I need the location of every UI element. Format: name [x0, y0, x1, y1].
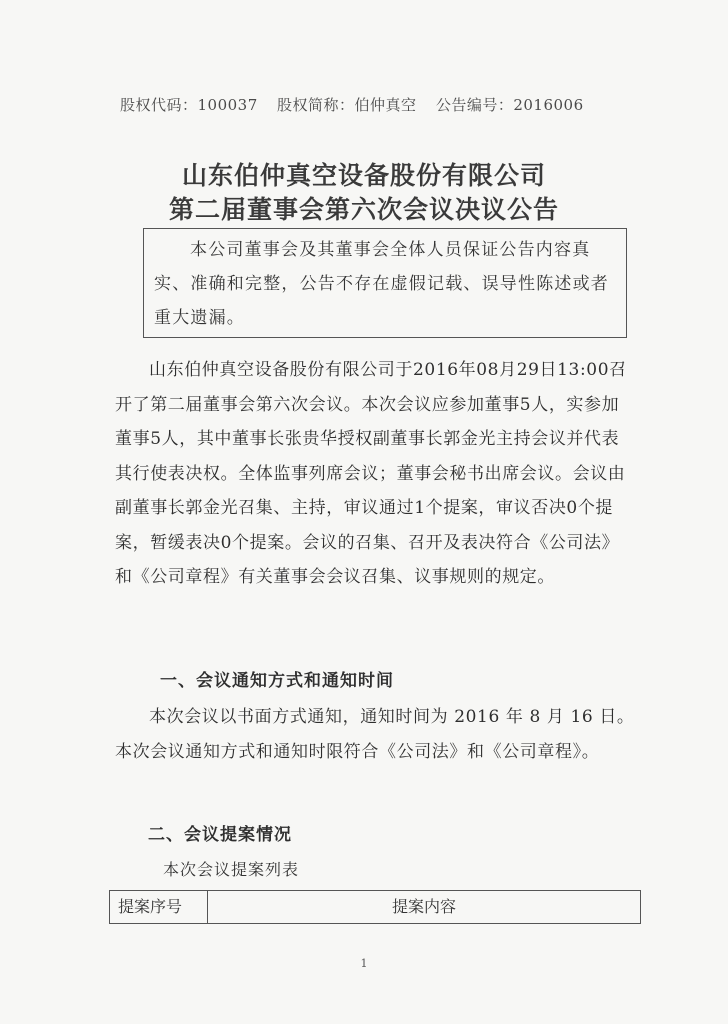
company-name-title: 山东伯仲真空设备股份有限公司 [181, 161, 546, 190]
guarantee-notice-text: 本公司董事会及其董事会全体人员保证公告内容真实、准确和完整，公告不存在虚假记载、误导性陈述或者重大遗漏。 [154, 240, 609, 328]
announcement-number: 公告编号：2016006 [435, 96, 584, 114]
page-number: 1 [360, 957, 368, 970]
section-1-heading: 一、会议通知方式和通知时间 [160, 671, 394, 691]
meeting-summary-paragraph: 山东伯仲真空设备股份有限公司于2016年08月29日13:00召开了第二届董事会第六次会议。本次会议应参加董事5人，实参加董事5人，其中董事长张贵华授权副董事长郭金光主持会议并代表其行使表决权。全体监事列席会议；董事会秘书出席会议。会议由副董事长郭金光召集、主持，审议通过1个提案，审议否决0个提案，暂缓表决0个提案。会议的召集、召开及表决符合《公司法》和《公司章程》有关董事会会议召集、议事规则的规定。 [115, 360, 627, 587]
proposal-number-header: 提案序号 [110, 891, 208, 923]
proposal-table-caption: 本次会议提案列表 [163, 860, 300, 879]
section-1-text: 本次会议以书面方式通知，通知时间为 2016 年 8 月 16 日。本次会议通知方式和通知时限符合《公司法》和《公司章程》。 [115, 707, 635, 762]
stock-code: 股权代码：100037 [120, 96, 258, 114]
proposal-table [109, 890, 641, 924]
proposal-content-header: 提案内容 [391, 897, 456, 916]
guarantee-notice-box [143, 228, 627, 338]
stock-abbreviation: 股权简称：伯仲真空 [277, 96, 417, 114]
announcement-header [120, 94, 630, 115]
announcement-title: 第二届董事会第六次会议决议公告 [168, 195, 559, 224]
section-2-heading: 二、会议提案情况 [148, 825, 292, 845]
